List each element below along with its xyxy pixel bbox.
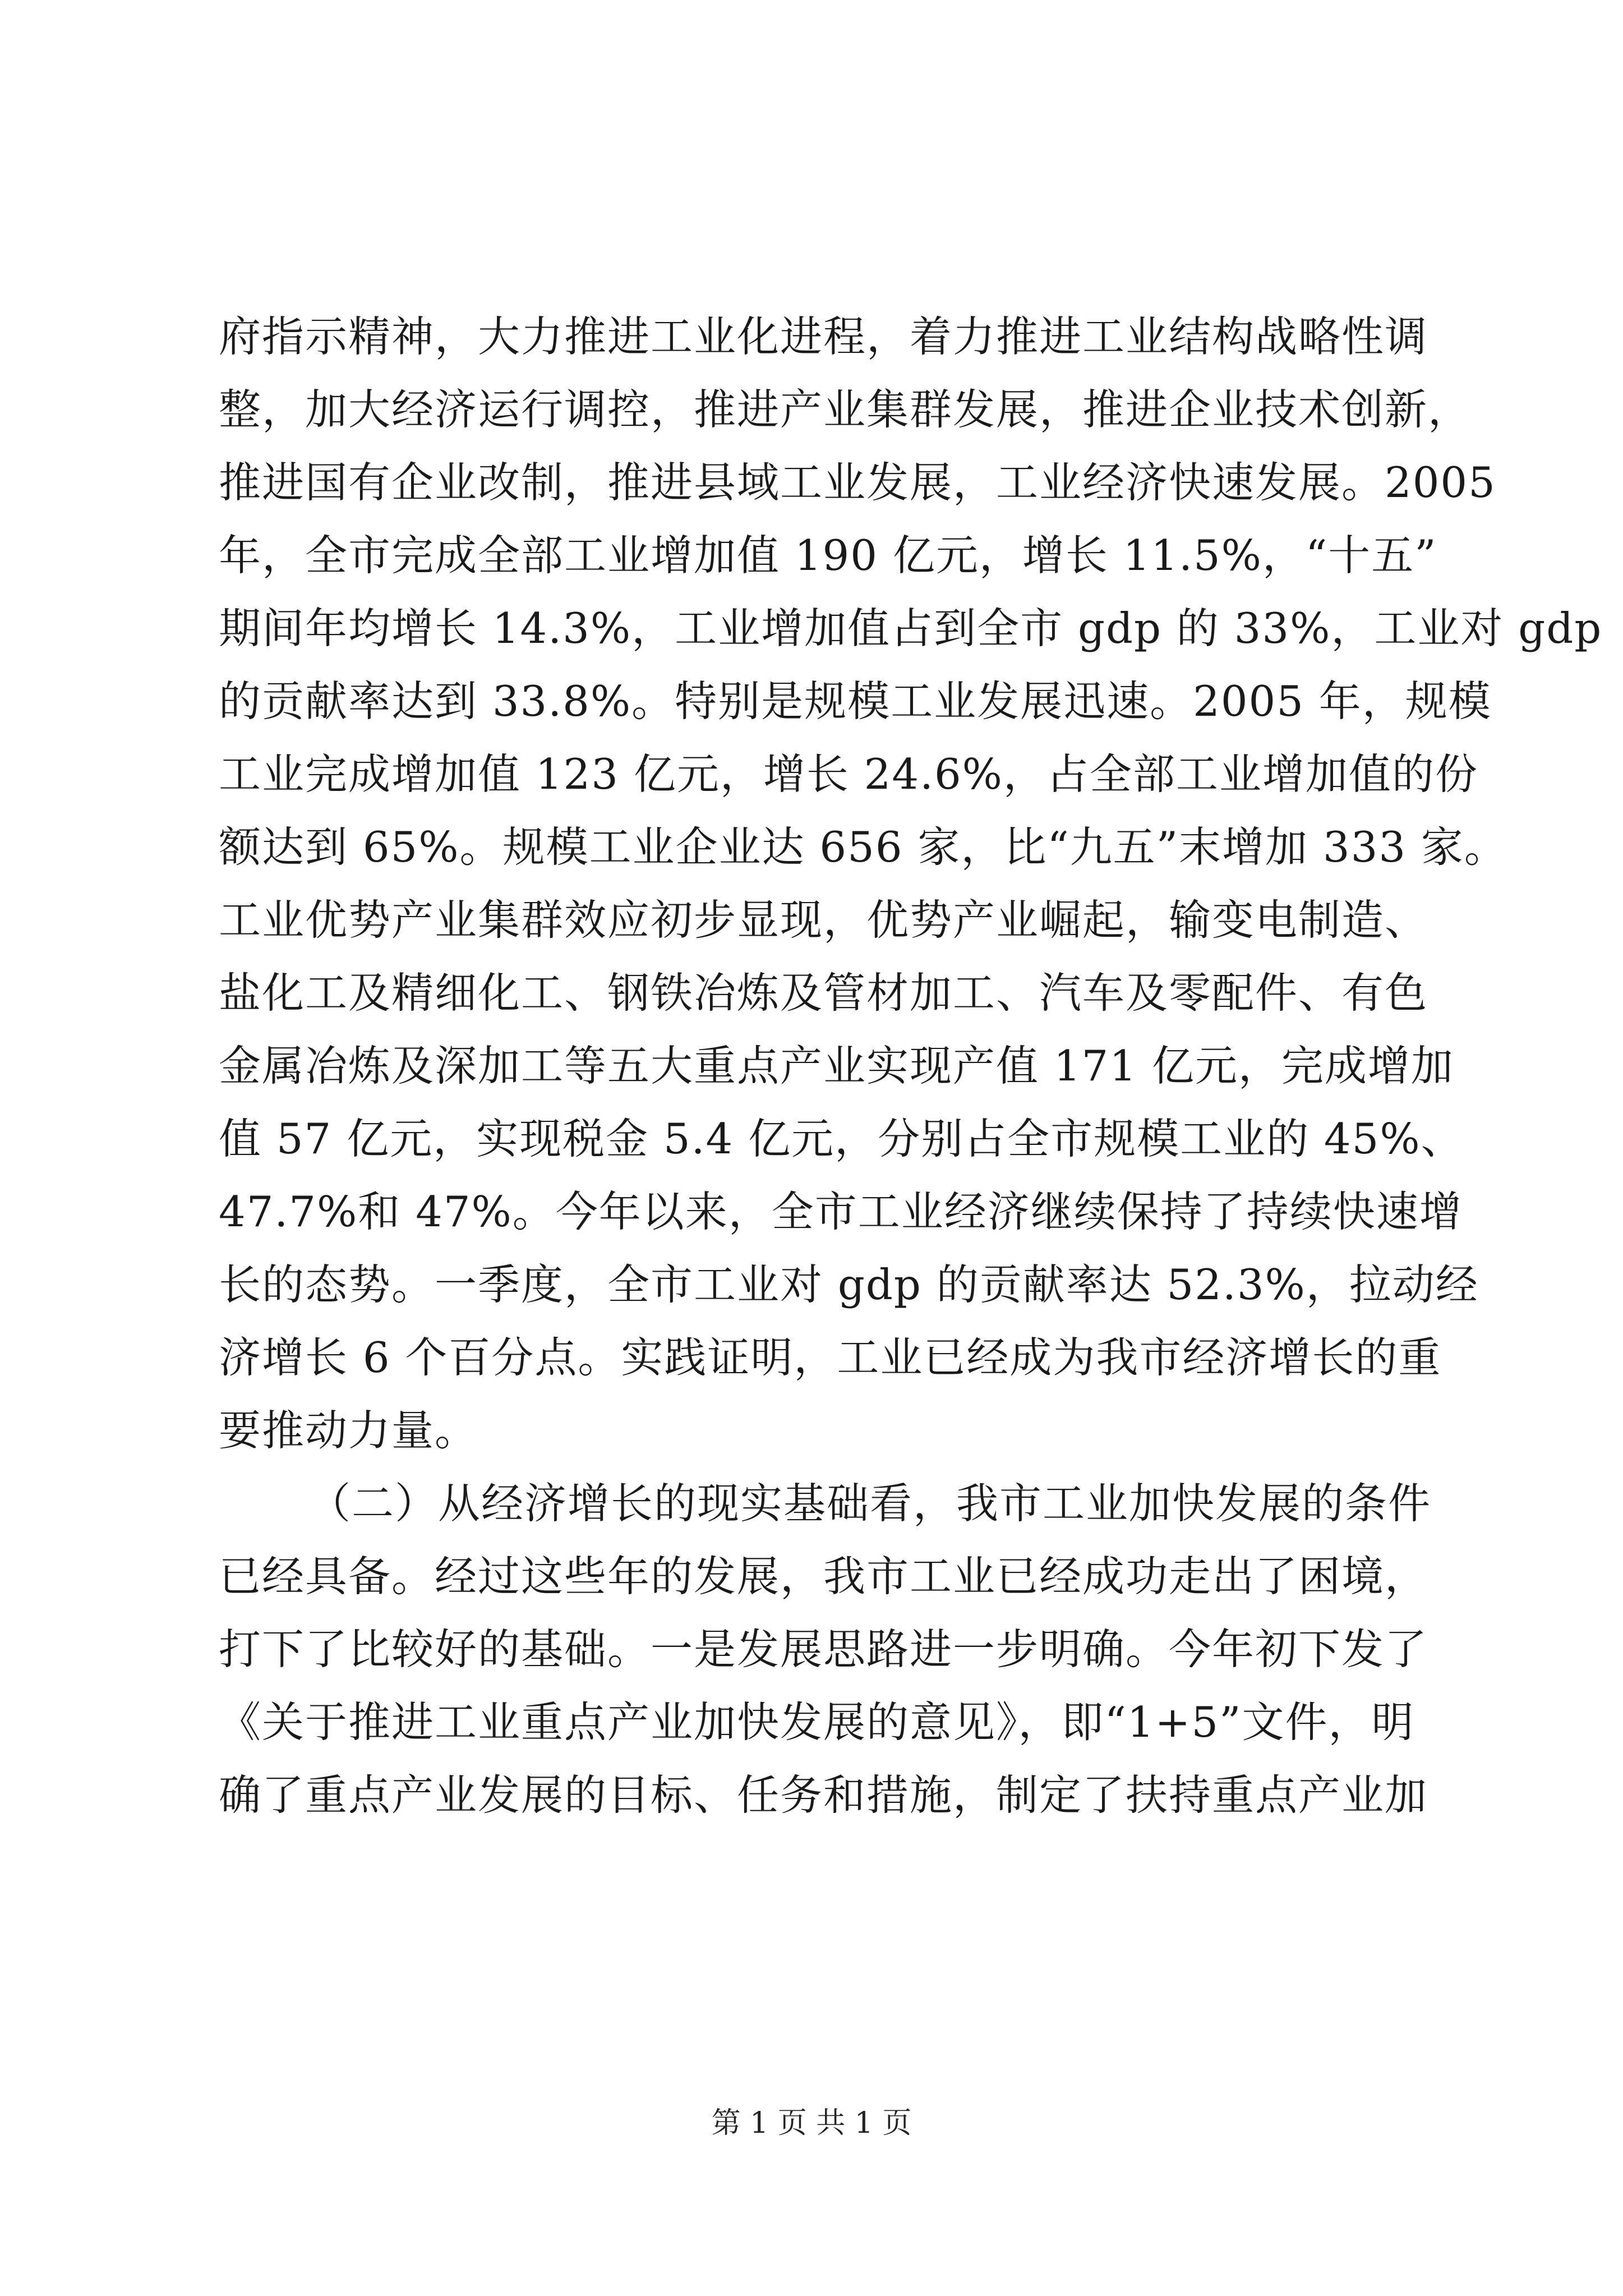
text-line: 济增长 6 个百分点。实践证明，工业已经成为我市经济增长的重 [219, 1333, 1442, 1382]
text-line: 《关于推进工业重点产业加快发展的意见》，即“1+5”文件，明 [219, 1697, 1415, 1747]
text-line: 整，加大经济运行调控，推进产业集群发展，推进企业技术创新， [219, 385, 1472, 434]
text-line: 要推动力量。 [219, 1406, 478, 1455]
text-line: 值 57 亿元，实现税金 5.4 亿元，分别占全市规模工业的 45%、 [219, 1114, 1464, 1163]
text-line: 确了重点产业发展的目标、任务和措施，制定了扶持重点产业加 [219, 1770, 1428, 1820]
text-line: 长的态势。一季度，全市工业对 gdp 的贡献率达 52.3%，拉动经 [219, 1260, 1479, 1309]
text-line: 期间年均增长 14.3%，工业增加值占到全市 gdp 的 33%，工业对 gdp [219, 604, 1603, 653]
text-line: 的贡献率达到 33.8%。特别是规模工业发展迅速。2005 年，规模 [219, 677, 1492, 726]
text-line: 工业优势产业集群效应初步显现，优势产业崛起，输变电制造、 [219, 895, 1428, 945]
text-line: 年，全市完成全部工业增加值 190 亿元，增长 11.5%，“十五” [219, 531, 1437, 580]
text-line: 47.7%和 47%。今年以来，全市工业经济继续保持了持续快速增 [219, 1187, 1463, 1236]
text-line: 额达到 65%。规模工业企业达 656 家，比“九五”末增加 333 家。 [219, 822, 1507, 872]
page-footer: 第 1 页 共 1 页 [711, 2106, 912, 2140]
text-line: 打下了比较好的基础。一是发展思路进一步明确。今年初下发了 [219, 1625, 1428, 1674]
text-line: 金属冶炼及深加工等五大重点产业实现产值 171 亿元，完成增加 [219, 1041, 1454, 1091]
text-line: 府指示精神，大力推进工业化进程，着力推进工业结构战略性调 [219, 312, 1428, 361]
text-line: 盐化工及精细化工、钢铁冶炼及管材加工、汽车及零配件、有色 [219, 968, 1428, 1018]
text-line: 推进国有企业改制，推进县域工业发展，工业经济快速发展。2005 [219, 458, 1496, 507]
paragraph-indent-line: （二）从经济增长的现实基础看，我市工业加快发展的条件 [308, 1479, 1432, 1528]
text-line: 已经具备。经过这些年的发展，我市工业已经成功走出了困境， [219, 1552, 1428, 1601]
text-line: 工业完成增加值 123 亿元，增长 24.6%，占全部工业增加值的份 [219, 749, 1478, 799]
